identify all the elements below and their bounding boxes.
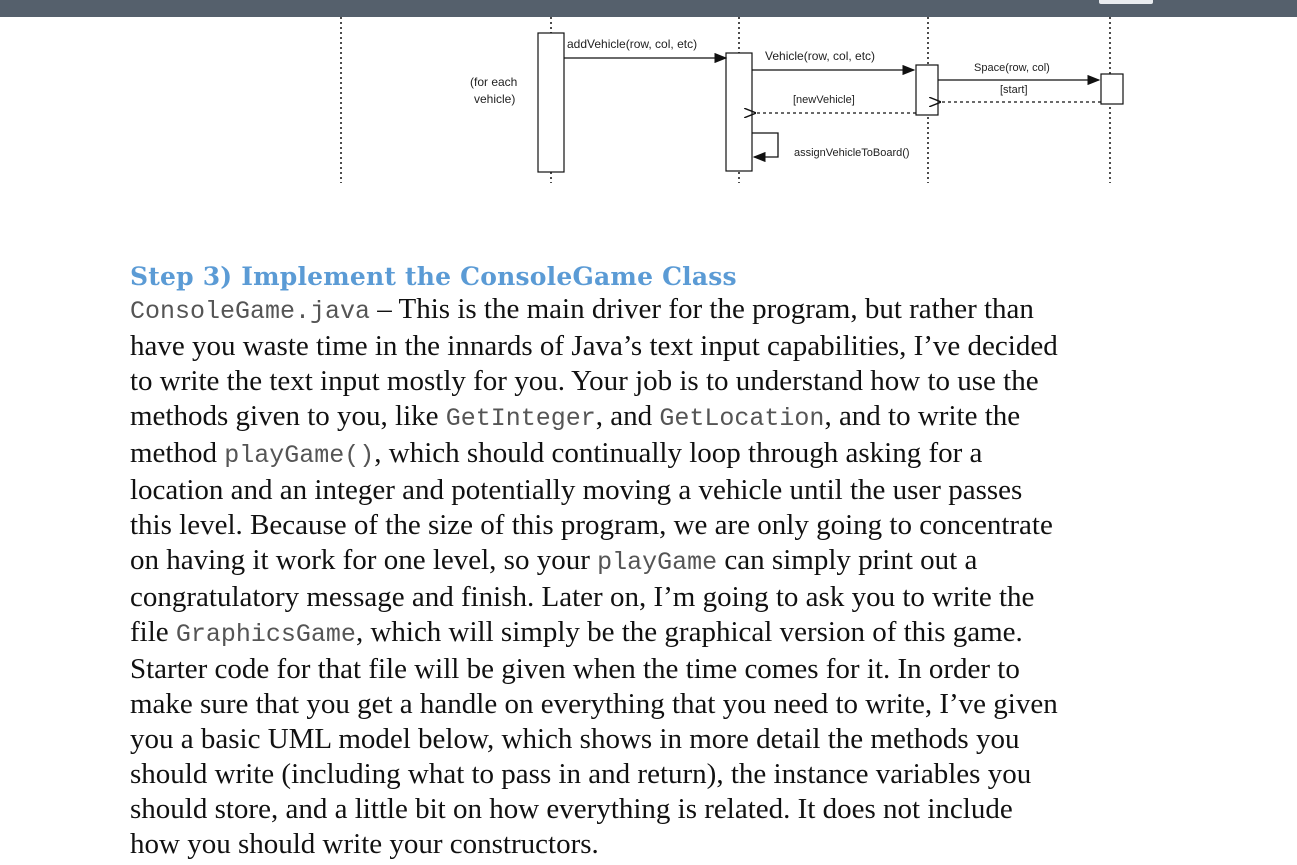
paragraph-line bbox=[130, 687, 1230, 722]
add-vehicle-label: addVehicle(row, col, etc) bbox=[567, 37, 698, 51]
text-run: – This is the main driver for the program, but rather than bbox=[370, 293, 1034, 325]
start-return-label: [start] bbox=[1000, 84, 1028, 96]
paragraph-line bbox=[130, 827, 1230, 862]
paragraph-line bbox=[130, 436, 1230, 473]
paragraph-line bbox=[130, 757, 1230, 792]
paragraph-line bbox=[130, 473, 1230, 508]
section-heading: Step 3) Implement the ConsoleGame Class bbox=[130, 262, 737, 291]
text-run: on having it work for one level, so your bbox=[130, 544, 598, 576]
section-step-3 bbox=[130, 262, 1230, 862]
text-run: this level. Because of the size of this program, we are only going to concentrate bbox=[130, 509, 1053, 541]
text-run: should write (including what to pass in and return), the instance variables you bbox=[130, 758, 1032, 790]
text-run: methods given to you, like bbox=[130, 400, 446, 432]
text-run: you a basic UML model below, which shows in more detail the methods you bbox=[130, 723, 1020, 755]
inline-code: ConsoleGame.java bbox=[130, 297, 371, 326]
section-paragraph bbox=[130, 292, 1230, 862]
text-run: , which will simply be the graphical version of this game. bbox=[355, 616, 1023, 648]
inline-code: GetLocation bbox=[659, 404, 825, 433]
paragraph-line bbox=[130, 364, 1230, 399]
text-run: location and an integer and potentially moving a vehicle until the user passes bbox=[130, 474, 1023, 506]
loop-note-line-1: (for each bbox=[470, 75, 518, 89]
activation-space bbox=[1101, 74, 1123, 104]
text-run: Starter code for that file will be given when the time comes for it. In order to bbox=[130, 653, 1020, 685]
text-run: method bbox=[130, 437, 225, 469]
text-run: file bbox=[130, 616, 176, 648]
inline-code: playGame() bbox=[224, 441, 375, 470]
text-run: should store, and a little bit on how everything is related. It does not include bbox=[130, 793, 1013, 825]
vehicle-constructor-label: Vehicle(row, col, etc) bbox=[765, 49, 876, 63]
activation-loop bbox=[538, 33, 564, 172]
paragraph-line bbox=[130, 543, 1230, 580]
assign-self-call-arrow bbox=[752, 133, 778, 157]
paragraph-line bbox=[130, 722, 1230, 757]
loop-note-line-2: vehicle) bbox=[474, 92, 516, 106]
paragraph-line bbox=[130, 399, 1230, 436]
paragraph-line bbox=[130, 508, 1230, 543]
activation-game bbox=[726, 53, 752, 171]
paragraph-line bbox=[130, 652, 1230, 687]
assign-self-call-label: assignVehicleToBoard() bbox=[794, 147, 910, 159]
text-run: have you waste time in the innards of Java’s text input capabilities, I’ve decided bbox=[130, 330, 1058, 362]
inline-code: playGame bbox=[597, 548, 718, 577]
paragraph-line bbox=[130, 792, 1230, 827]
text-run: congratulatory message and finish. Later on, I’m going to ask you to write the bbox=[130, 581, 1035, 613]
new-vehicle-return-label: [newVehicle] bbox=[793, 94, 855, 106]
paragraph-line bbox=[130, 615, 1230, 652]
inline-code: GetInteger bbox=[445, 404, 596, 433]
text-run: make sure that you get a handle on everything that you need to write, I’ve given bbox=[130, 688, 1058, 720]
text-run: how you should write your constructors. bbox=[130, 828, 599, 860]
text-run: , and bbox=[595, 400, 660, 432]
sequence-diagram bbox=[0, 0, 1297, 240]
inline-code: GraphicsGame bbox=[175, 620, 356, 649]
activation-vehicle bbox=[916, 65, 938, 115]
text-run: can simply print out a bbox=[717, 544, 978, 576]
text-run: , which should continually loop through asking for a bbox=[374, 437, 983, 469]
paragraph-line bbox=[130, 580, 1230, 615]
space-constructor-label: Space(row, col) bbox=[974, 62, 1050, 74]
paragraph-line bbox=[130, 292, 1230, 329]
text-run: , and to write the bbox=[824, 400, 1021, 432]
paragraph-line bbox=[130, 329, 1230, 364]
text-run: to write the text input mostly for you. Your job is to understand how to use the bbox=[130, 365, 1039, 397]
